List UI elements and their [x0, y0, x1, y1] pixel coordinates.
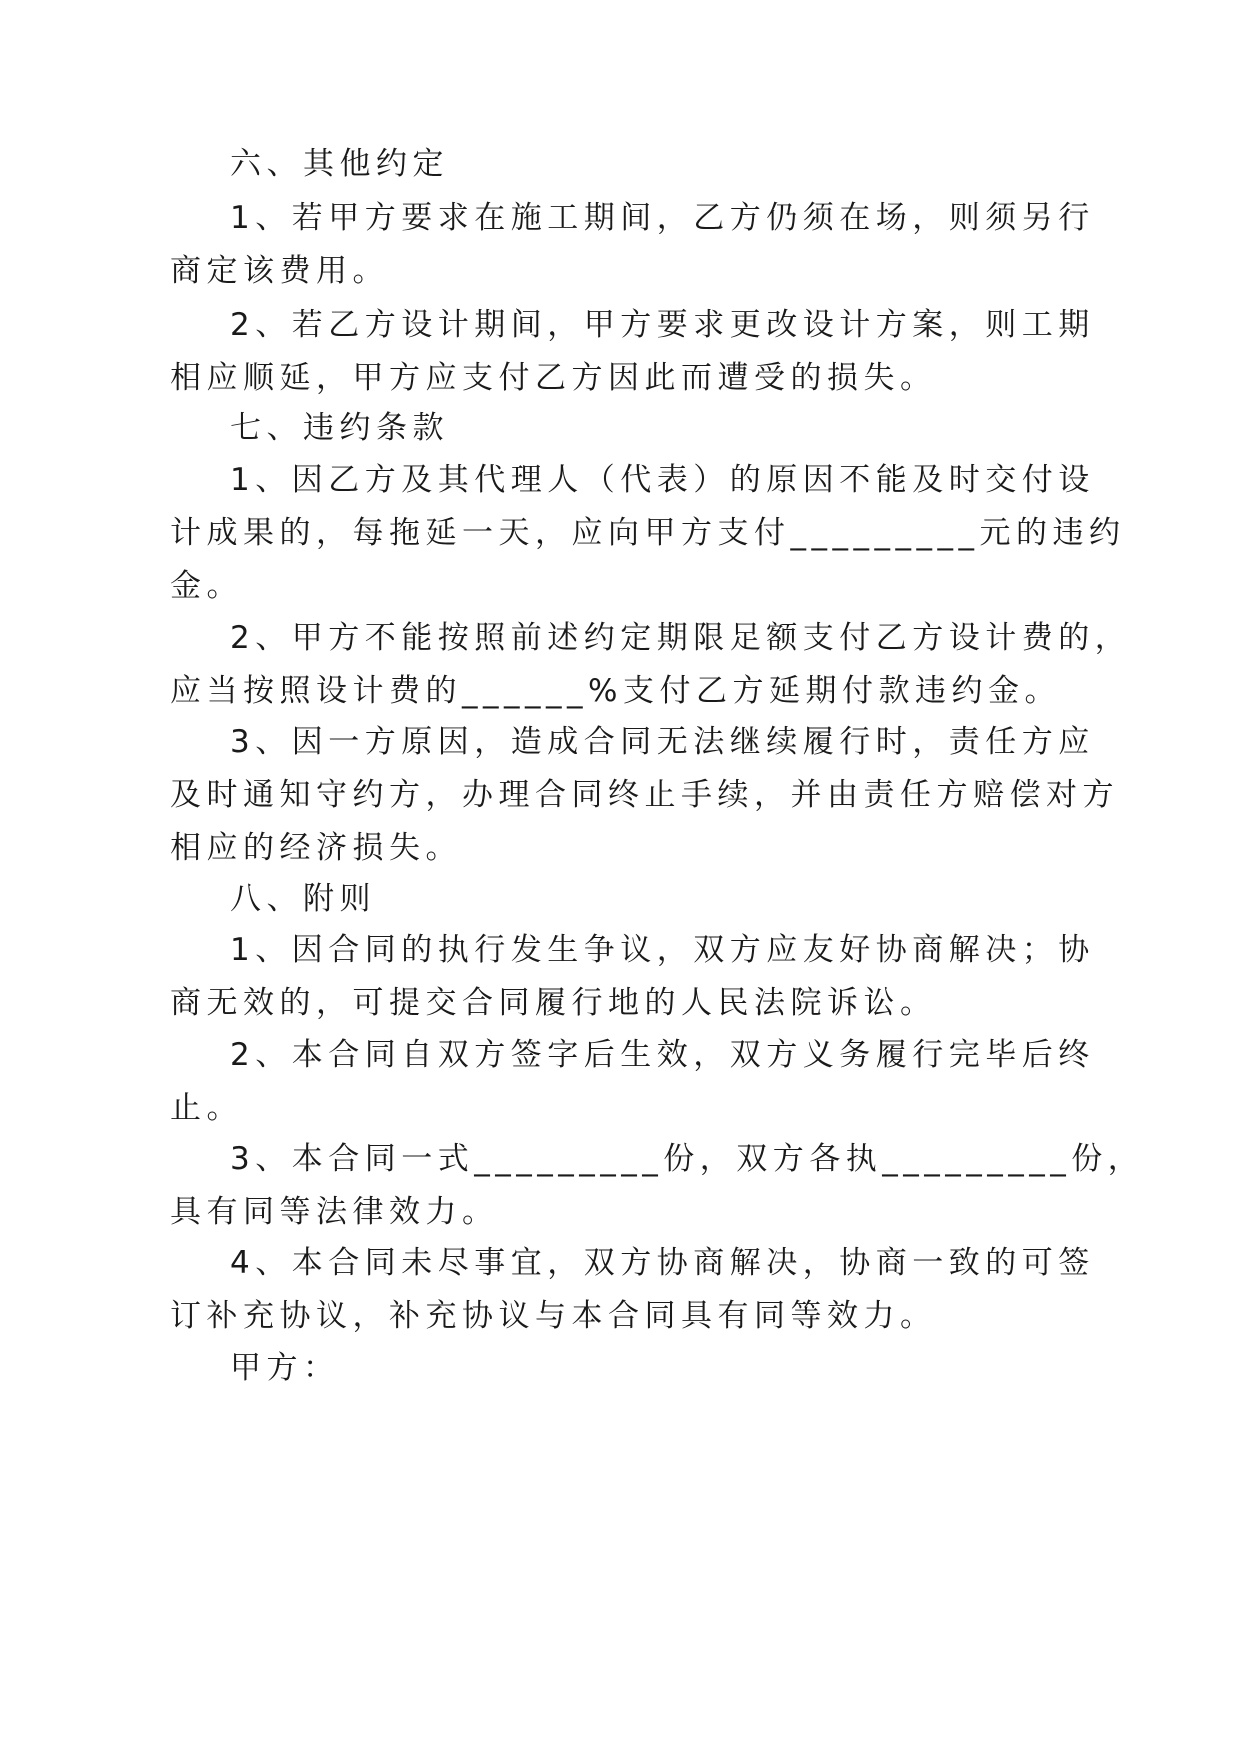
section-heading-other-agreements: 六、其他约定 [230, 146, 449, 182]
clause-line: 3、因一方原因，造成合同无法继续履行时，责任方应 [230, 724, 1095, 760]
clause-line: 止。 [170, 1090, 243, 1126]
section-heading-breach-terms: 七、违约条款 [230, 410, 449, 446]
section-heading-supplementary-provisions: 八、附则 [230, 881, 376, 917]
clause-line: 金。 [170, 568, 243, 604]
clause-line: 订补充协议，补充协议与本合同具有同等效力。 [170, 1298, 937, 1334]
clause-line: 计成果的，每拖延一天，应向甲方支付_________元的违约 [170, 515, 1126, 551]
clause-line: 相应顺延，甲方应支付乙方因此而遭受的损失。 [170, 360, 937, 396]
clause-line: 4、本合同未尽事宜，双方协商解决，协商一致的可签 [230, 1245, 1095, 1281]
clause-line: 1、因乙方及其代理人（代表）的原因不能及时交付设 [230, 462, 1095, 498]
clause-line: 及时通知守约方，办理合同终止手续，并由责任方赔偿对方 [170, 777, 1119, 813]
clause-line: 商无效的，可提交合同履行地的人民法院诉讼。 [170, 985, 937, 1021]
party-a-signature-label: 甲方： [230, 1350, 340, 1386]
clause-line: 2、若乙方设计期间，甲方要求更改设计方案，则工期 [230, 307, 1095, 343]
clause-line: 2、甲方不能按照前述约定期限足额支付乙方设计费的， [230, 620, 1132, 656]
clause-line: 3、本合同一式_________份，双方各执_________份， [230, 1141, 1145, 1177]
clause-line: 相应的经济损失。 [170, 830, 462, 866]
clause-line: 具有同等法律效力。 [170, 1194, 499, 1230]
clause-line: 1、因合同的执行发生争议，双方应友好协商解决；协 [230, 932, 1095, 968]
clause-line: 2、本合同自双方签字后生效，双方义务履行完毕后终 [230, 1037, 1095, 1073]
clause-line: 1、若甲方要求在施工期间，乙方仍须在场，则须另行 [230, 200, 1095, 236]
clause-line: 应当按照设计费的______%支付乙方延期付款违约金。 [170, 673, 1061, 709]
clause-line: 商定该费用。 [170, 253, 389, 289]
